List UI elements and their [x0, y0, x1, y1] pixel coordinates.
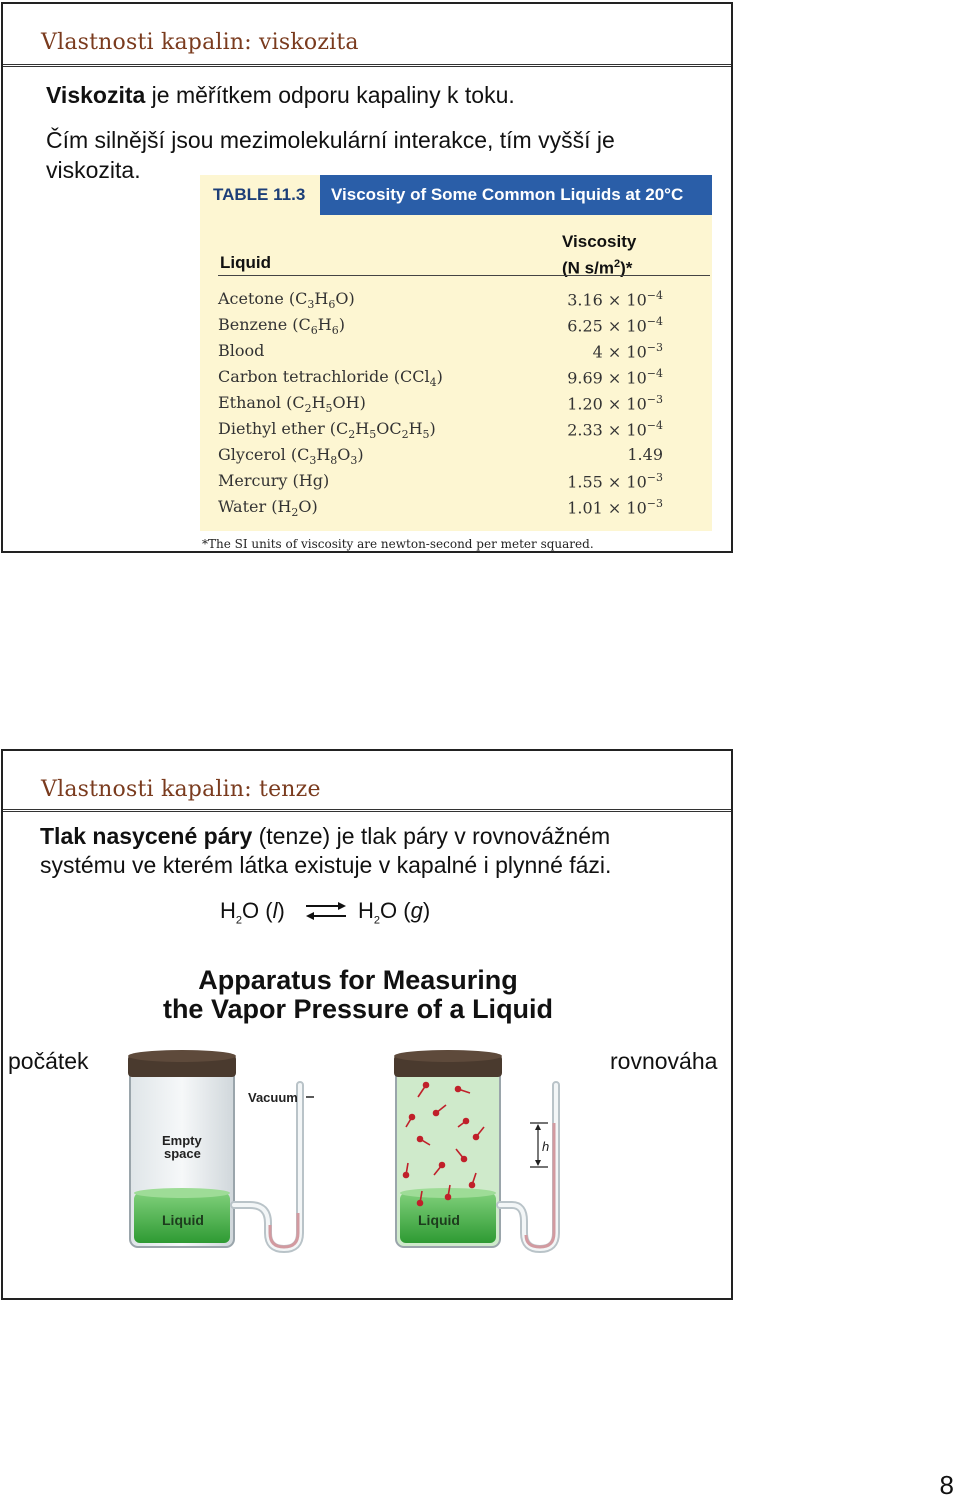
table-row: [218, 419, 708, 445]
vapor-pressure-definition-line2: systému ve kterém látka existuje v kapalné i plynné fázi.: [40, 852, 612, 878]
viscosity-definition: [46, 81, 515, 110]
term-vapor-pressure: Tlak nasycené páry: [40, 823, 253, 849]
equation-left: $H_2O$ (l): [220, 898, 285, 927]
viscosity-unit-post: )*: [620, 258, 633, 278]
viscosity-value: $4 \times 10^{-3}$: [592, 341, 663, 362]
slide-title: Vlastnosti kapalin: tenze: [41, 777, 321, 802]
table-footnote: *The SI units of viscosity are newton-second per meter squared.: [202, 537, 594, 551]
viscosity-value: $1.20 \times 10^{-3}$: [567, 393, 663, 414]
liquid-name: Mercury (Hg): [218, 471, 330, 490]
viscosity-value: $9.69 \times 10^{-4}$: [567, 367, 663, 388]
apparatus-title: [100, 966, 616, 1024]
equilibrium-arrows-icon: [302, 900, 350, 922]
header-rule: [218, 275, 710, 276]
viscosity-header-line1: Viscosity: [562, 232, 637, 251]
viscosity-value: $6.25 \times 10^{-4}$: [567, 315, 663, 336]
liquid-name: Acetone $(C_3H_6O)$: [218, 289, 355, 312]
table-row: [218, 445, 708, 471]
viscosity-value: $1.55 \times 10^{-3}$: [567, 471, 663, 492]
viscosity-value: $3.16 \times 10^{-4}$: [567, 289, 663, 310]
column-header-liquid: Liquid: [220, 253, 271, 272]
viscosity-explanation-line1: Čím silnější jsou mezimolekulární interakce, tím vyšší je: [46, 127, 615, 153]
viscosity-unit-pre: (N s/m: [562, 258, 614, 278]
label-vacuum: Vacuum: [248, 1090, 298, 1105]
title-divider: [3, 809, 731, 812]
viscosity-table: [200, 175, 712, 531]
label-start: počátek: [8, 1048, 89, 1074]
table-row: [218, 289, 708, 315]
liquid-name: Ethanol $(C_2H_5OH)$: [218, 393, 366, 416]
definition-text: je měřítkem odporu kapaliny k toku.: [145, 82, 515, 108]
table-row: [218, 315, 708, 341]
label-liquid-start: Liquid: [162, 1212, 204, 1228]
label-h: h: [542, 1139, 550, 1154]
slide-title: Vlastnosti kapalin: viskozita: [41, 30, 359, 55]
column-header-viscosity: [562, 231, 636, 280]
term-viscosity: Viskozita: [46, 82, 146, 108]
label-equilibrium: rovnováha: [610, 1048, 718, 1074]
definition-text: (tenze) je tlak páry v rovnovážném: [252, 823, 611, 849]
equation-right: $H_2O$ (g): [358, 898, 431, 927]
table-number: TABLE 11.3: [200, 175, 320, 215]
table-caption: Viscosity of Some Common Liquids at 20°C: [331, 185, 684, 204]
apparatus-title-line1: Apparatus for Measuring: [198, 965, 518, 995]
table-row: [218, 367, 708, 393]
title-divider: [3, 64, 731, 67]
viscosity-unit-sup: 2: [613, 258, 621, 270]
table-row: [218, 497, 708, 523]
table-header-bar: [200, 175, 712, 215]
flask-start: [128, 1050, 314, 1249]
viscosity-value: 1.49: [627, 445, 663, 464]
page-number: 8: [939, 1470, 954, 1500]
liquid-name: Benzene $(C_6H_6)$: [218, 315, 345, 338]
viscosity-value: $2.33 \times 10^{-4}$: [567, 419, 663, 440]
label-liquid-equilibrium: Liquid: [418, 1212, 460, 1228]
viscosity-value: $1.01 \times 10^{-3}$: [567, 497, 663, 518]
label-empty-line1: Empty: [162, 1133, 202, 1148]
apparatus-diagram: [120, 1045, 600, 1275]
vapor-pressure-definition: [40, 822, 610, 851]
viscosity-explanation-line2: viskozita.: [46, 157, 141, 183]
label-empty-line2: space: [164, 1146, 201, 1161]
liquid-name: Diethyl ether $(C_2H_5OC_2H_5)$: [218, 419, 436, 442]
table-row: [218, 341, 708, 367]
table-row: [218, 393, 708, 419]
liquid-name: Water $(H_2O)$: [218, 497, 318, 520]
liquid-name: Carbon tetrachloride (CCl$_4$): [218, 367, 443, 390]
table-row: [218, 471, 708, 497]
flask-equilibrium: [394, 1050, 556, 1249]
liquid-name: Blood: [218, 341, 265, 360]
apparatus-title-line2: the Vapor Pressure of a Liquid: [162, 994, 554, 1024]
liquid-name: Glycerol $(C_3H_8O_3)$: [218, 445, 364, 468]
